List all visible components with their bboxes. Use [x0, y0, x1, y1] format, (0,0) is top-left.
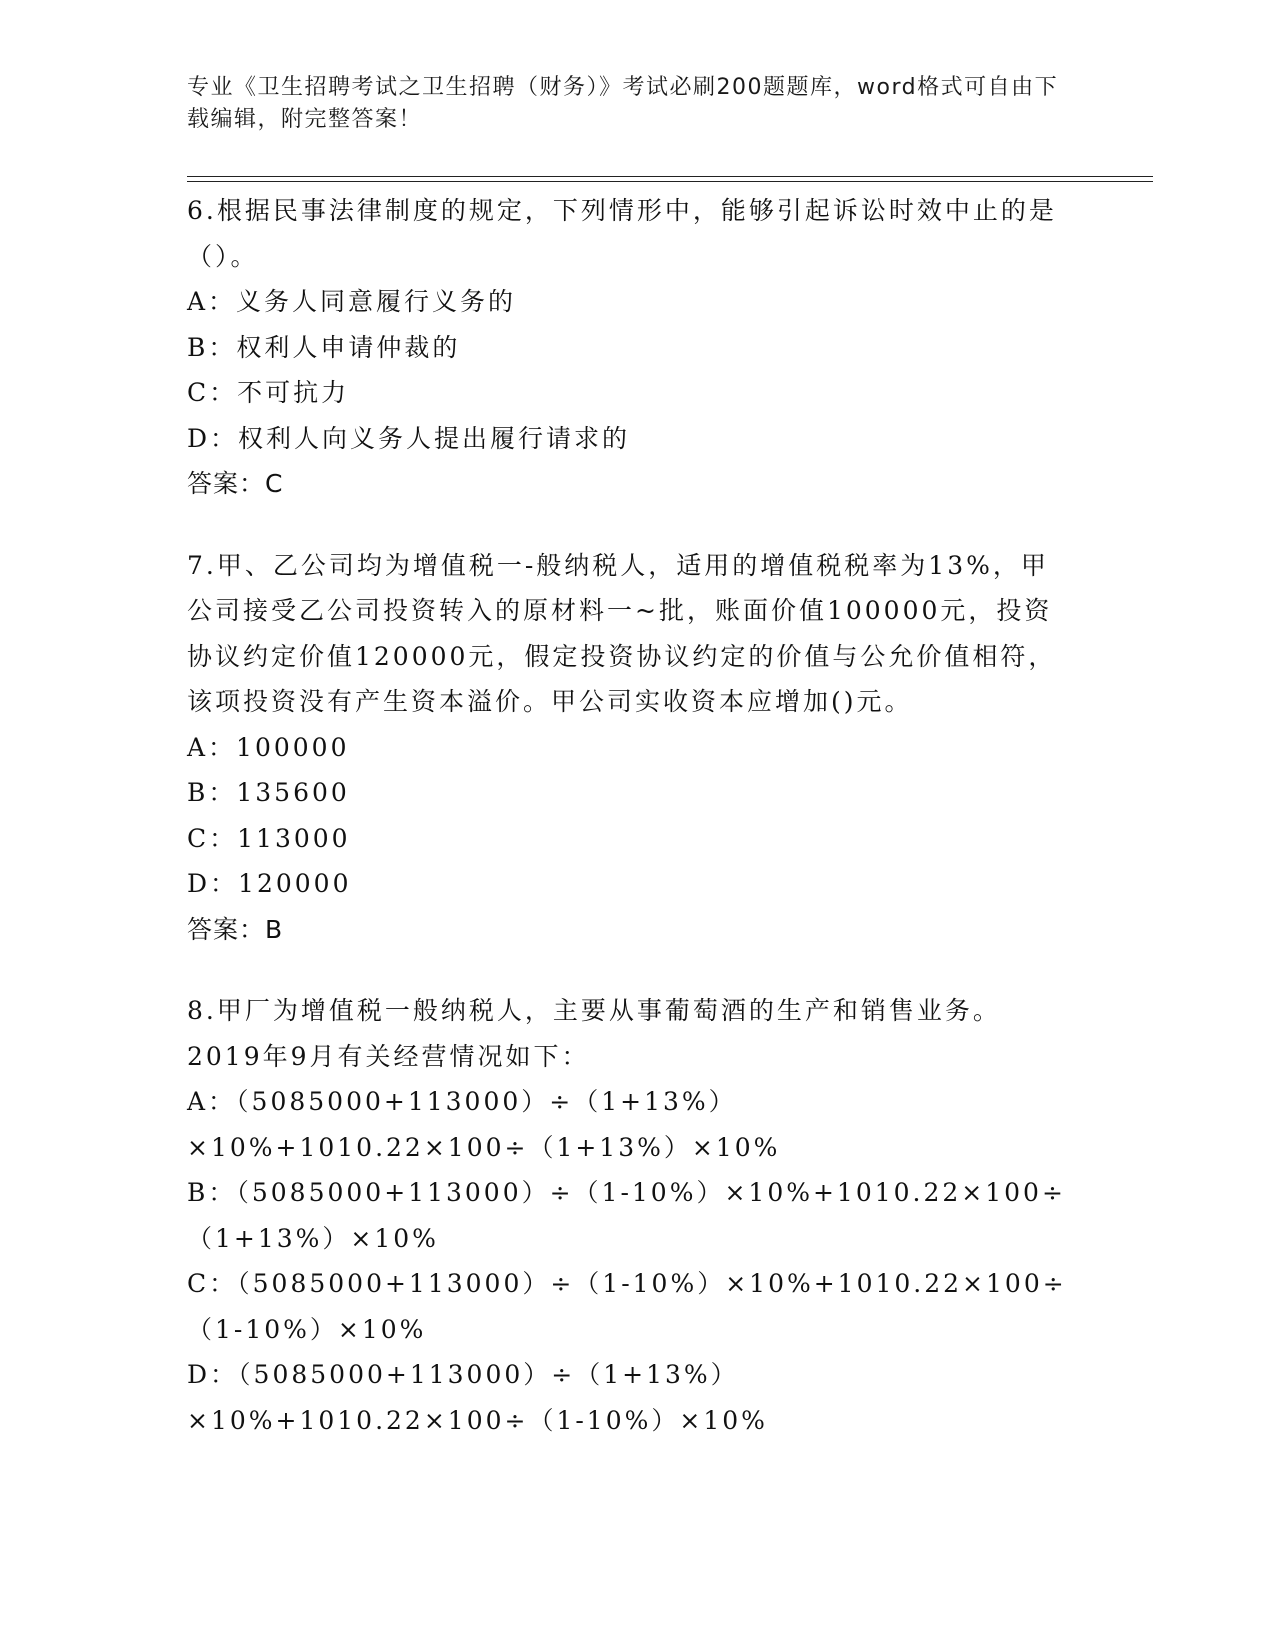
document-header: 专业《卫生招聘考试之卫生招聘（财务）》考试必刷200题题库，word格式可自由下载编辑，附完整答案！ — [187, 75, 1059, 132]
option-a: A：100000 — [187, 732, 350, 762]
option-b: B：（5085000+113000）÷（1-10%）×10%+1010.22×100÷（1+13%）×10% — [187, 1178, 1066, 1253]
option-d: D：120000 — [187, 869, 352, 898]
question-8 — [187, 988, 1067, 1443]
question-7 — [187, 543, 1067, 953]
question-6 — [187, 188, 1067, 507]
answer: 答案：C — [187, 469, 284, 498]
question-stem: 7.甲、乙公司均为增值税一-般纳税人，适用的增值税税率为13%，甲公司接受乙公司投资转入的原材料一~批，账面价值100000元，投资协议约定价值120000元，假定投资协议约定的价值与公允价值相符，该项投资没有产生资本溢价。甲公司实收资本应增加()元。 — [187, 550, 1057, 716]
header-divider-top — [187, 176, 1153, 177]
question-stem: 6.根据民事法律制度的规定，下列情形中，能够引起诉讼时效中止的是（）。 — [187, 196, 1057, 271]
question-stem: 8.甲厂为增值税一般纳税人，主要从事葡萄酒的生产和销售业务。2019年9月有关经营情况如下： — [187, 996, 1001, 1071]
option-d: D：（5085000+113000）÷（1+13%）×10%+1010.22×100÷（1-10%）×10% — [187, 1360, 768, 1435]
option-c: C：（5085000+113000）÷（1-10%）×10%+1010.22×100÷（1-10%）×10% — [187, 1269, 1067, 1344]
option-a: A：义务人同意履行义务的 — [187, 287, 517, 316]
option-a: A：（5085000+113000）÷（1+13%）×10%+1010.22×100÷（1+13%）×10% — [187, 1087, 781, 1162]
option-d: D：权利人向义务人提出履行请求的 — [187, 423, 631, 453]
option-c: C：113000 — [187, 823, 351, 853]
option-b: B：135600 — [187, 778, 350, 807]
option-c: C：不可抗力 — [187, 378, 350, 407]
answer: 答案：B — [187, 914, 284, 944]
question-list — [187, 188, 1067, 1479]
header-divider-bottom — [187, 181, 1153, 182]
option-b: B：权利人申请仲裁的 — [187, 332, 461, 362]
